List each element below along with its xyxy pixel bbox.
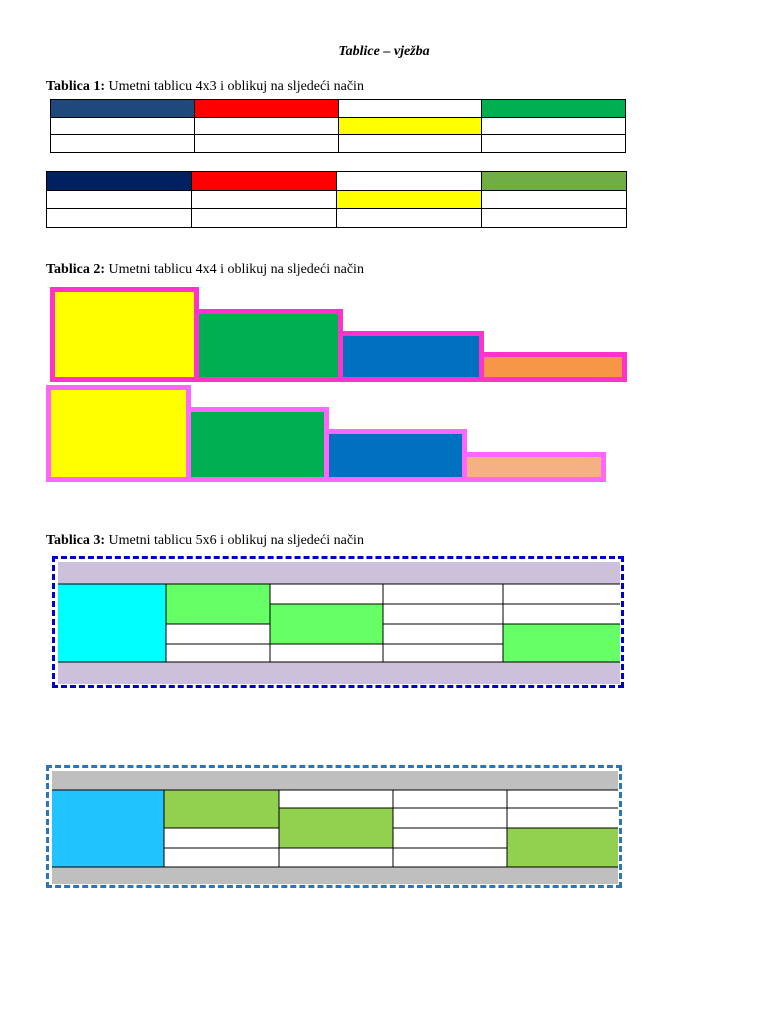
task-1-label: Tablica 1: [46, 79, 105, 94]
table-3a-frame[interactable] [52, 556, 624, 688]
table-1a-cell[interactable] [338, 100, 482, 118]
table-3a-accent-cell [503, 624, 620, 662]
table-1a[interactable] [50, 99, 626, 153]
table-1b[interactable] [46, 171, 627, 228]
table-3a[interactable] [55, 559, 621, 685]
table-1b-cell[interactable] [192, 209, 337, 228]
task-2-heading [46, 262, 364, 278]
table-3a-top-band [58, 562, 620, 584]
table-1b-cell[interactable] [337, 209, 482, 228]
table-2a-cell[interactable] [194, 309, 343, 382]
task-3-text: Umetni tablicu 5x6 i oblikuj na sljedeći način [108, 533, 364, 548]
table-3b[interactable] [49, 768, 619, 885]
table-1a-cell[interactable] [482, 135, 626, 153]
table-2a-cell[interactable] [479, 352, 627, 382]
table-1b-cell[interactable] [482, 172, 627, 191]
task-1-text: Umetni tablicu 4x3 i oblikuj na sljedeći način [108, 79, 364, 94]
task-1-heading [46, 79, 364, 95]
task-3-label: Tablica 3: [46, 533, 105, 548]
table-1b-cell[interactable] [337, 172, 482, 191]
table-1b-cell[interactable] [47, 209, 192, 228]
table-1b-cell[interactable] [192, 191, 337, 209]
table-1a-cell[interactable] [482, 100, 626, 118]
table-3b-accent-cell [164, 790, 279, 828]
table-1a-cell[interactable] [338, 118, 482, 135]
table-3b-merged-cell [52, 790, 164, 867]
table-3b-accent-cell [507, 828, 618, 867]
table-2b-cell[interactable] [46, 385, 191, 482]
table-3b-top-band [52, 771, 618, 790]
table-1b-cell[interactable] [482, 209, 627, 228]
table-3a-accent-cell [166, 584, 270, 624]
table-3b-bottom-band [52, 867, 618, 884]
table-1b-cell[interactable] [337, 191, 482, 209]
table-1b-cell[interactable] [482, 191, 627, 209]
table-2b-cell[interactable] [324, 429, 467, 482]
table-3b-frame[interactable] [46, 765, 622, 888]
table-1a-cell[interactable] [51, 135, 195, 153]
table-3a-merged-cell [58, 584, 166, 662]
task-3-heading [46, 533, 364, 549]
task-2-text: Umetni tablicu 4x4 i oblikuj na sljedeći način [108, 262, 364, 277]
task-2-label: Tablica 2: [46, 262, 105, 277]
document-title: Tablice – vježba [338, 44, 430, 59]
table-1a-cell[interactable] [338, 135, 482, 153]
table-1a-cell[interactable] [51, 118, 195, 135]
table-2a-cell[interactable] [50, 287, 199, 382]
table-2b-cell[interactable] [462, 452, 606, 482]
table-1a-cell[interactable] [194, 118, 338, 135]
table-2a-cell[interactable] [338, 331, 484, 382]
table-3b-accent-cell [279, 808, 393, 848]
table-1a-cell[interactable] [194, 135, 338, 153]
table-1b-cell[interactable] [47, 172, 192, 191]
table-3a-bottom-band [58, 662, 620, 684]
table-3a-accent-cell [270, 604, 383, 644]
table-1a-cell[interactable] [194, 100, 338, 118]
table-1b-cell[interactable] [47, 191, 192, 209]
table-2b-cell[interactable] [186, 407, 329, 482]
table-1b-cell[interactable] [192, 172, 337, 191]
table-1a-cell[interactable] [482, 118, 626, 135]
table-1a-cell[interactable] [51, 100, 195, 118]
